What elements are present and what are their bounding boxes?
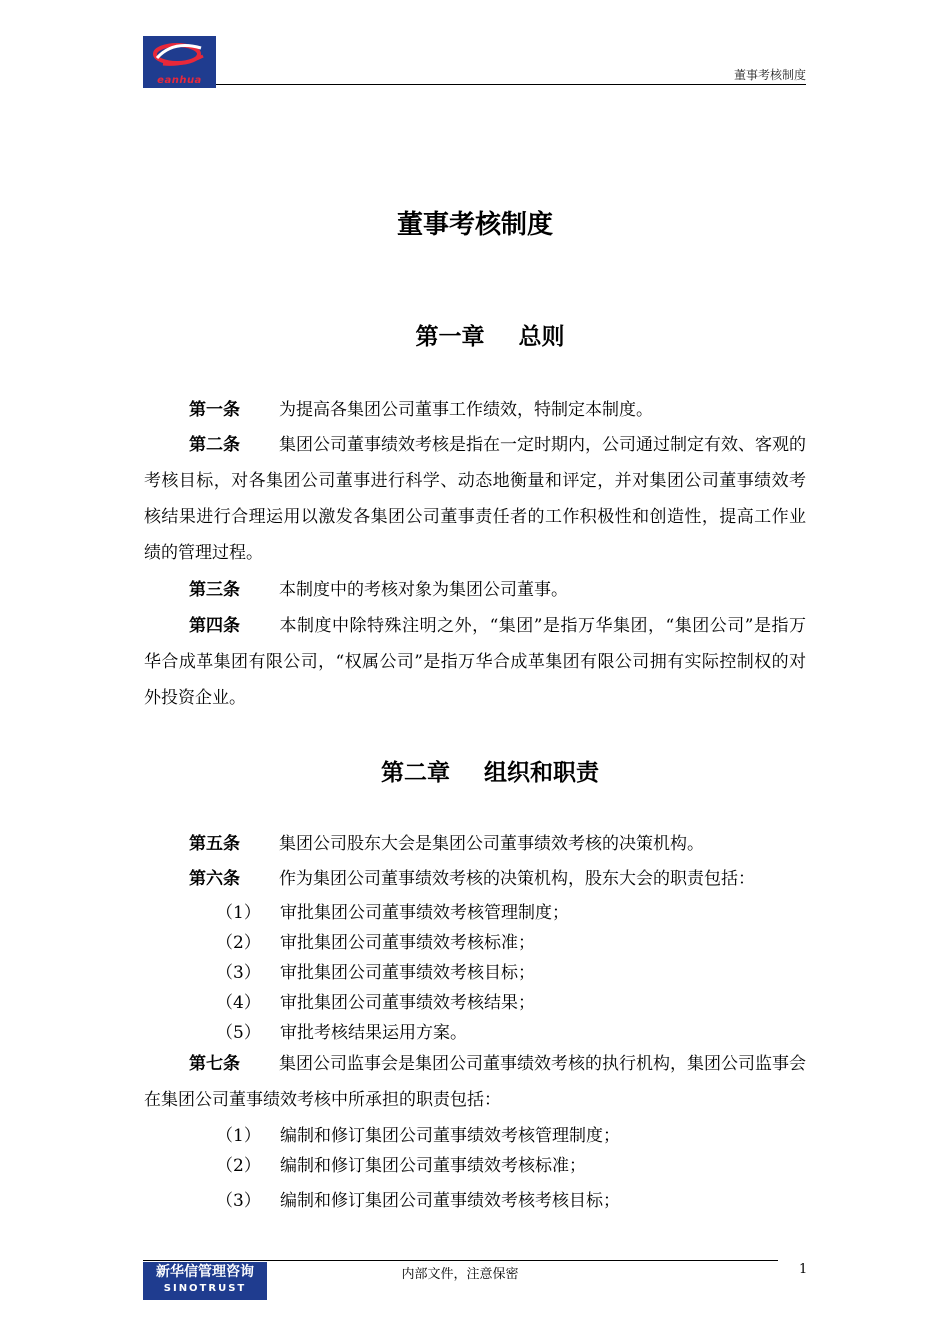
list-item [216,1191,806,1211]
chapter-2-heading [0,754,950,787]
list-item [216,903,806,923]
footer-divider [143,1260,778,1261]
article-number: 第四条 [189,616,240,636]
chapter-1-heading [0,318,950,351]
chapter-number: 第二章 [381,760,450,786]
article-text: 为提高各集团公司董事工作绩效，特制定本制度。 [279,400,653,420]
article-text: 集团公司监事会是集团公司董事绩效考核的执行机构，集团公司监事会在集团公司董事绩效考核中所承担的职责包括： [144,1054,806,1110]
article-number: 第三条 [189,580,240,600]
consultancy-logo-en: SINOTRUST [163,1283,247,1294]
article-text: 本制度中的考核对象为集团公司董事。 [279,580,568,600]
list-item-text: 审批集团公司董事绩效考核管理制度； [280,903,569,923]
article-4 [144,608,806,716]
chapter-number: 第一章 [415,324,485,350]
header-title: 董事考核制度 [733,68,806,82]
list-item [216,1126,806,1146]
list-item-index: （2） [216,1156,261,1176]
list-item-index: （1） [216,903,261,923]
list-item-index: （4） [216,993,261,1013]
list-item-index: （5） [216,1023,261,1043]
page-number: 1 [799,1262,808,1277]
list-item-index: （3） [216,963,261,983]
list-item-text: 审批考核结果运用方案。 [280,1023,467,1043]
article-text: 作为集团公司董事绩效考核的决策机构，股东大会的职责包括： [279,869,755,889]
article-number: 第六条 [189,869,240,889]
article-1 [144,392,806,428]
list-item-text: 审批集团公司董事绩效考核标准； [280,933,535,953]
list-item [216,963,806,983]
article-text: 集团公司股东大会是集团公司董事绩效考核的决策机构。 [279,834,704,854]
article-5 [144,826,806,862]
article-number: 第二条 [189,435,240,455]
article-3 [144,572,806,608]
company-logo [143,36,216,88]
article-number: 第五条 [189,834,240,854]
article-6 [144,861,806,897]
article-number: 第七条 [189,1054,240,1074]
list-item-text: 审批集团公司董事绩效考核结果； [280,993,535,1013]
list-item-text: 编制和修订集团公司董事绩效考核考核目标； [280,1191,620,1211]
list-item-text: 编制和修订集团公司董事绩效考核管理制度； [280,1126,620,1146]
confidential-notice: 内部文件，注意保密 [401,1267,519,1282]
list-item-index: （2） [216,933,261,953]
list-item-text: 编制和修订集团公司董事绩效考核标准； [280,1156,586,1176]
list-item [216,1156,806,1176]
list-item-text: 审批集团公司董事绩效考核目标； [280,963,535,983]
article-number: 第一条 [189,400,240,420]
logo-wordmark: eanhua [157,75,202,86]
list-item [216,1023,806,1043]
list-item [216,993,806,1013]
article-7 [144,1046,806,1118]
consultancy-logo-cn: 新华信管理咨询 [156,1264,254,1280]
chapter-name: 组织和职责 [484,760,599,786]
document-title: 董事考核制度 [396,210,553,240]
article-text: 集团公司董事绩效考核是指在一定时期内，公司通过制定有效、客观的考核目标，对各集团公司董事进行科学、动态地衡量和评定，并对集团公司董事绩效考核结果进行合理运用以激发各集团公司董事责任者的工作积极性和创造性，提高工作业绩的管理过程。 [144,435,806,563]
article-text: 本制度中除特殊注明之外，“集团”是指万华集团，“集团公司”是指万华合成革集团有限公司，“权属公司”是指万华合成革集团有限公司拥有实际控制权的对外投资企业。 [144,616,806,708]
logo-emblem-icon [143,36,216,76]
list-item [216,933,806,953]
list-item-index: （3） [216,1191,261,1211]
article-2 [144,427,806,571]
header-divider [216,84,806,85]
list-item-index: （1） [216,1126,261,1146]
chapter-name: 总则 [518,324,565,350]
